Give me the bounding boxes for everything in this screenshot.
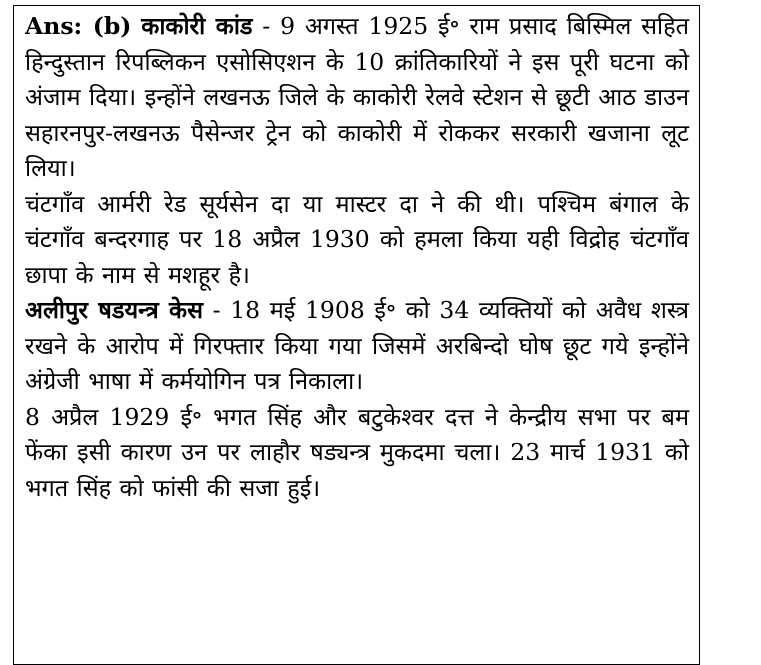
answer-label: Ans: (b) (25, 12, 132, 40)
text-chittagong: चंटगाँव आर्मरी रेड सूर्यसेन दा या मास्टर दा ने की थी। पश्चिम बंगाल के चंटगाँव बन्दरगाह पर 18 अप्रैल 1930 को हमला किया यही विद्रोह चंटगाँव छापा के नाम से मशहूर है। (25, 189, 689, 289)
heading-kakori: काकोरी कांड (141, 12, 253, 40)
paragraph-chittagong (25, 187, 689, 294)
text-kakori: - 9 अगस्त 1925 ई॰ राम प्रसाद बिस्मिल सहित हिन्दुस्तान रिपब्लिकन एसोसिएशन के 10 क्रांतिकारियों ने इस पूरी घटना को अंजाम दिया। इन्होंने लखनऊ जिले के काकोरी रेलवे स्टेशन से छूटी आठ डाउन सहारनपुर-लखनऊ पैसेन्जर ट्रेन को काकोरी में रोककर सरकारी खजाना लूट लिया। (25, 12, 689, 182)
paragraph-bhagat-singh (25, 400, 689, 507)
heading-alipore: अलीपुर षडयन्त्र केस (25, 296, 203, 324)
answer-box (13, 5, 700, 665)
paragraph-kakori (25, 9, 689, 187)
text-bhagat-singh: 8 अप्रैल 1929 ई॰ भगत सिंह और बटुकेश्वर दत्त ने केन्द्रीय सभा पर बम फेंका इसी कारण उन पर लाहौर षड्यन्त्र मुकदमा चला। 23 मार्च 1931 को भगत सिंह को फांसी की सजा हुई। (25, 402, 689, 502)
paragraph-alipore (25, 293, 689, 400)
text-alipore: - 18 मई 1908 ई॰ को 34 व्यक्तियों को अवैध शस्त्र रखने के आरोप में गिरफ्तार किया गया जिसमें अरबिन्दो घोष छूट गये इन्होंने अंग्रेजी भाषा में कर्मयोगिन पत्र निकाला। (25, 296, 689, 395)
